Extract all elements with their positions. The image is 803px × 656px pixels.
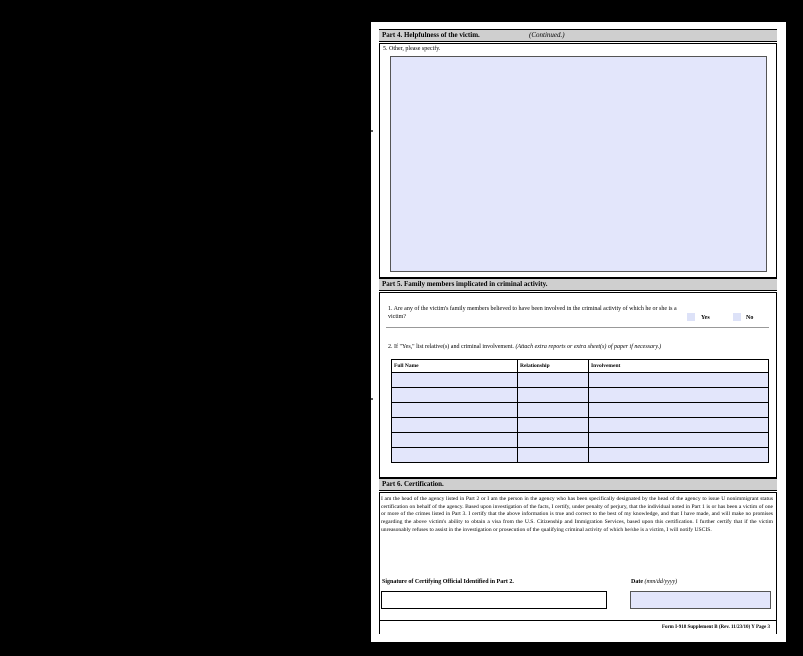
q1-yes-label: Yes <box>701 315 710 321</box>
form-page <box>371 22 786 642</box>
margin-mark <box>371 130 373 132</box>
date-input[interactable] <box>630 591 771 609</box>
full-name-input[interactable] <box>392 418 518 433</box>
full-name-input[interactable] <box>392 388 518 403</box>
involvement-input[interactable] <box>589 418 769 433</box>
q2-line <box>388 343 661 351</box>
q1-no-label: No <box>746 315 754 321</box>
part4-continued: (Continued.) <box>529 31 565 39</box>
relationship-input[interactable] <box>518 433 589 448</box>
family-members-table <box>391 359 769 463</box>
q2-note: (Attach extra reports or extra sheet(s) of paper if necessary.) <box>515 344 662 350</box>
other-specify-textarea[interactable] <box>390 56 767 272</box>
involvement-input[interactable] <box>589 403 769 418</box>
signature-field[interactable] <box>381 591 607 609</box>
date-label: Date <box>631 579 643 585</box>
relationship-input[interactable] <box>518 448 589 463</box>
part4-header <box>379 29 777 42</box>
q1-divider <box>386 327 769 328</box>
col-header-involvement: Involvement <box>589 360 769 373</box>
full-name-input[interactable] <box>392 433 518 448</box>
footer-divider <box>379 620 776 621</box>
signature-label: Signature of Certifying Official Identified in Part 2. <box>382 579 514 585</box>
table-row <box>392 433 769 448</box>
part5-header <box>379 278 777 291</box>
q1-yes-checkbox[interactable] <box>687 313 695 321</box>
table-row <box>392 388 769 403</box>
relationship-input[interactable] <box>518 373 589 388</box>
relationship-input[interactable] <box>518 388 589 403</box>
part5-title: Part 5. Family members implicated in criminal activity. <box>382 280 548 288</box>
part6-header <box>379 478 777 491</box>
certification-statement: I am the head of the agency listed in Part 2 or I am the person in the agency who has been specifically designated by the head of the agency to issue U nonimmigrant status certification on behalf of the agency. Based upon investigation of the facts, I certify, under penalty of perjury, that the individual noted in Part 1 is or has been a victim of one or more of the crimes listed in Part 3. I certify that the above information is true and correct to the best of my knowledge, and that I have made, and will make no promises regarding the above victim's ability to obtain a visa from the U.S. Citizenship and Immigration Services, based upon this certification. I further certify that if the victim unreasonably refuses to assist in the investigation or prosecution of the qualifying criminal activity of which he/she is a victim, I will notify USCIS. <box>381 496 773 533</box>
relationship-input[interactable] <box>518 403 589 418</box>
q2-text: 2. If "Yes," list relative(s) and criminal involvement. <box>388 344 514 350</box>
involvement-input[interactable] <box>589 433 769 448</box>
table-row <box>392 448 769 463</box>
part6-title: Part 6. Certification. <box>382 480 444 488</box>
involvement-input[interactable] <box>589 448 769 463</box>
table-row <box>392 418 769 433</box>
form-footer: Form I-918 Supplement B (Rev. 11/23/10) Y Page 3 <box>661 625 770 630</box>
margin-mark <box>371 398 373 400</box>
col-header-full-name: Full Name <box>392 360 518 373</box>
date-label-group <box>631 578 677 586</box>
date-format-hint: (mm/dd/yyyy) <box>644 579 678 585</box>
part4-item5-box <box>379 43 777 278</box>
full-name-input[interactable] <box>392 403 518 418</box>
part4-title: Part 4. Helpfulness of the victim. <box>382 31 480 39</box>
relationship-input[interactable] <box>518 418 589 433</box>
item5-label: 5. Other, please specify. <box>383 46 441 52</box>
q1-text: 1. Are any of the victim's family members believed to have been involved in the criminal activity of which he or she is a victim? <box>388 306 677 320</box>
full-name-input[interactable] <box>392 448 518 463</box>
full-name-input[interactable] <box>392 373 518 388</box>
table-header-row <box>392 360 769 373</box>
col-header-relationship: Relationship <box>518 360 589 373</box>
table-row <box>392 403 769 418</box>
table-row <box>392 373 769 388</box>
involvement-input[interactable] <box>589 388 769 403</box>
involvement-input[interactable] <box>589 373 769 388</box>
q1-no-checkbox[interactable] <box>733 313 741 321</box>
